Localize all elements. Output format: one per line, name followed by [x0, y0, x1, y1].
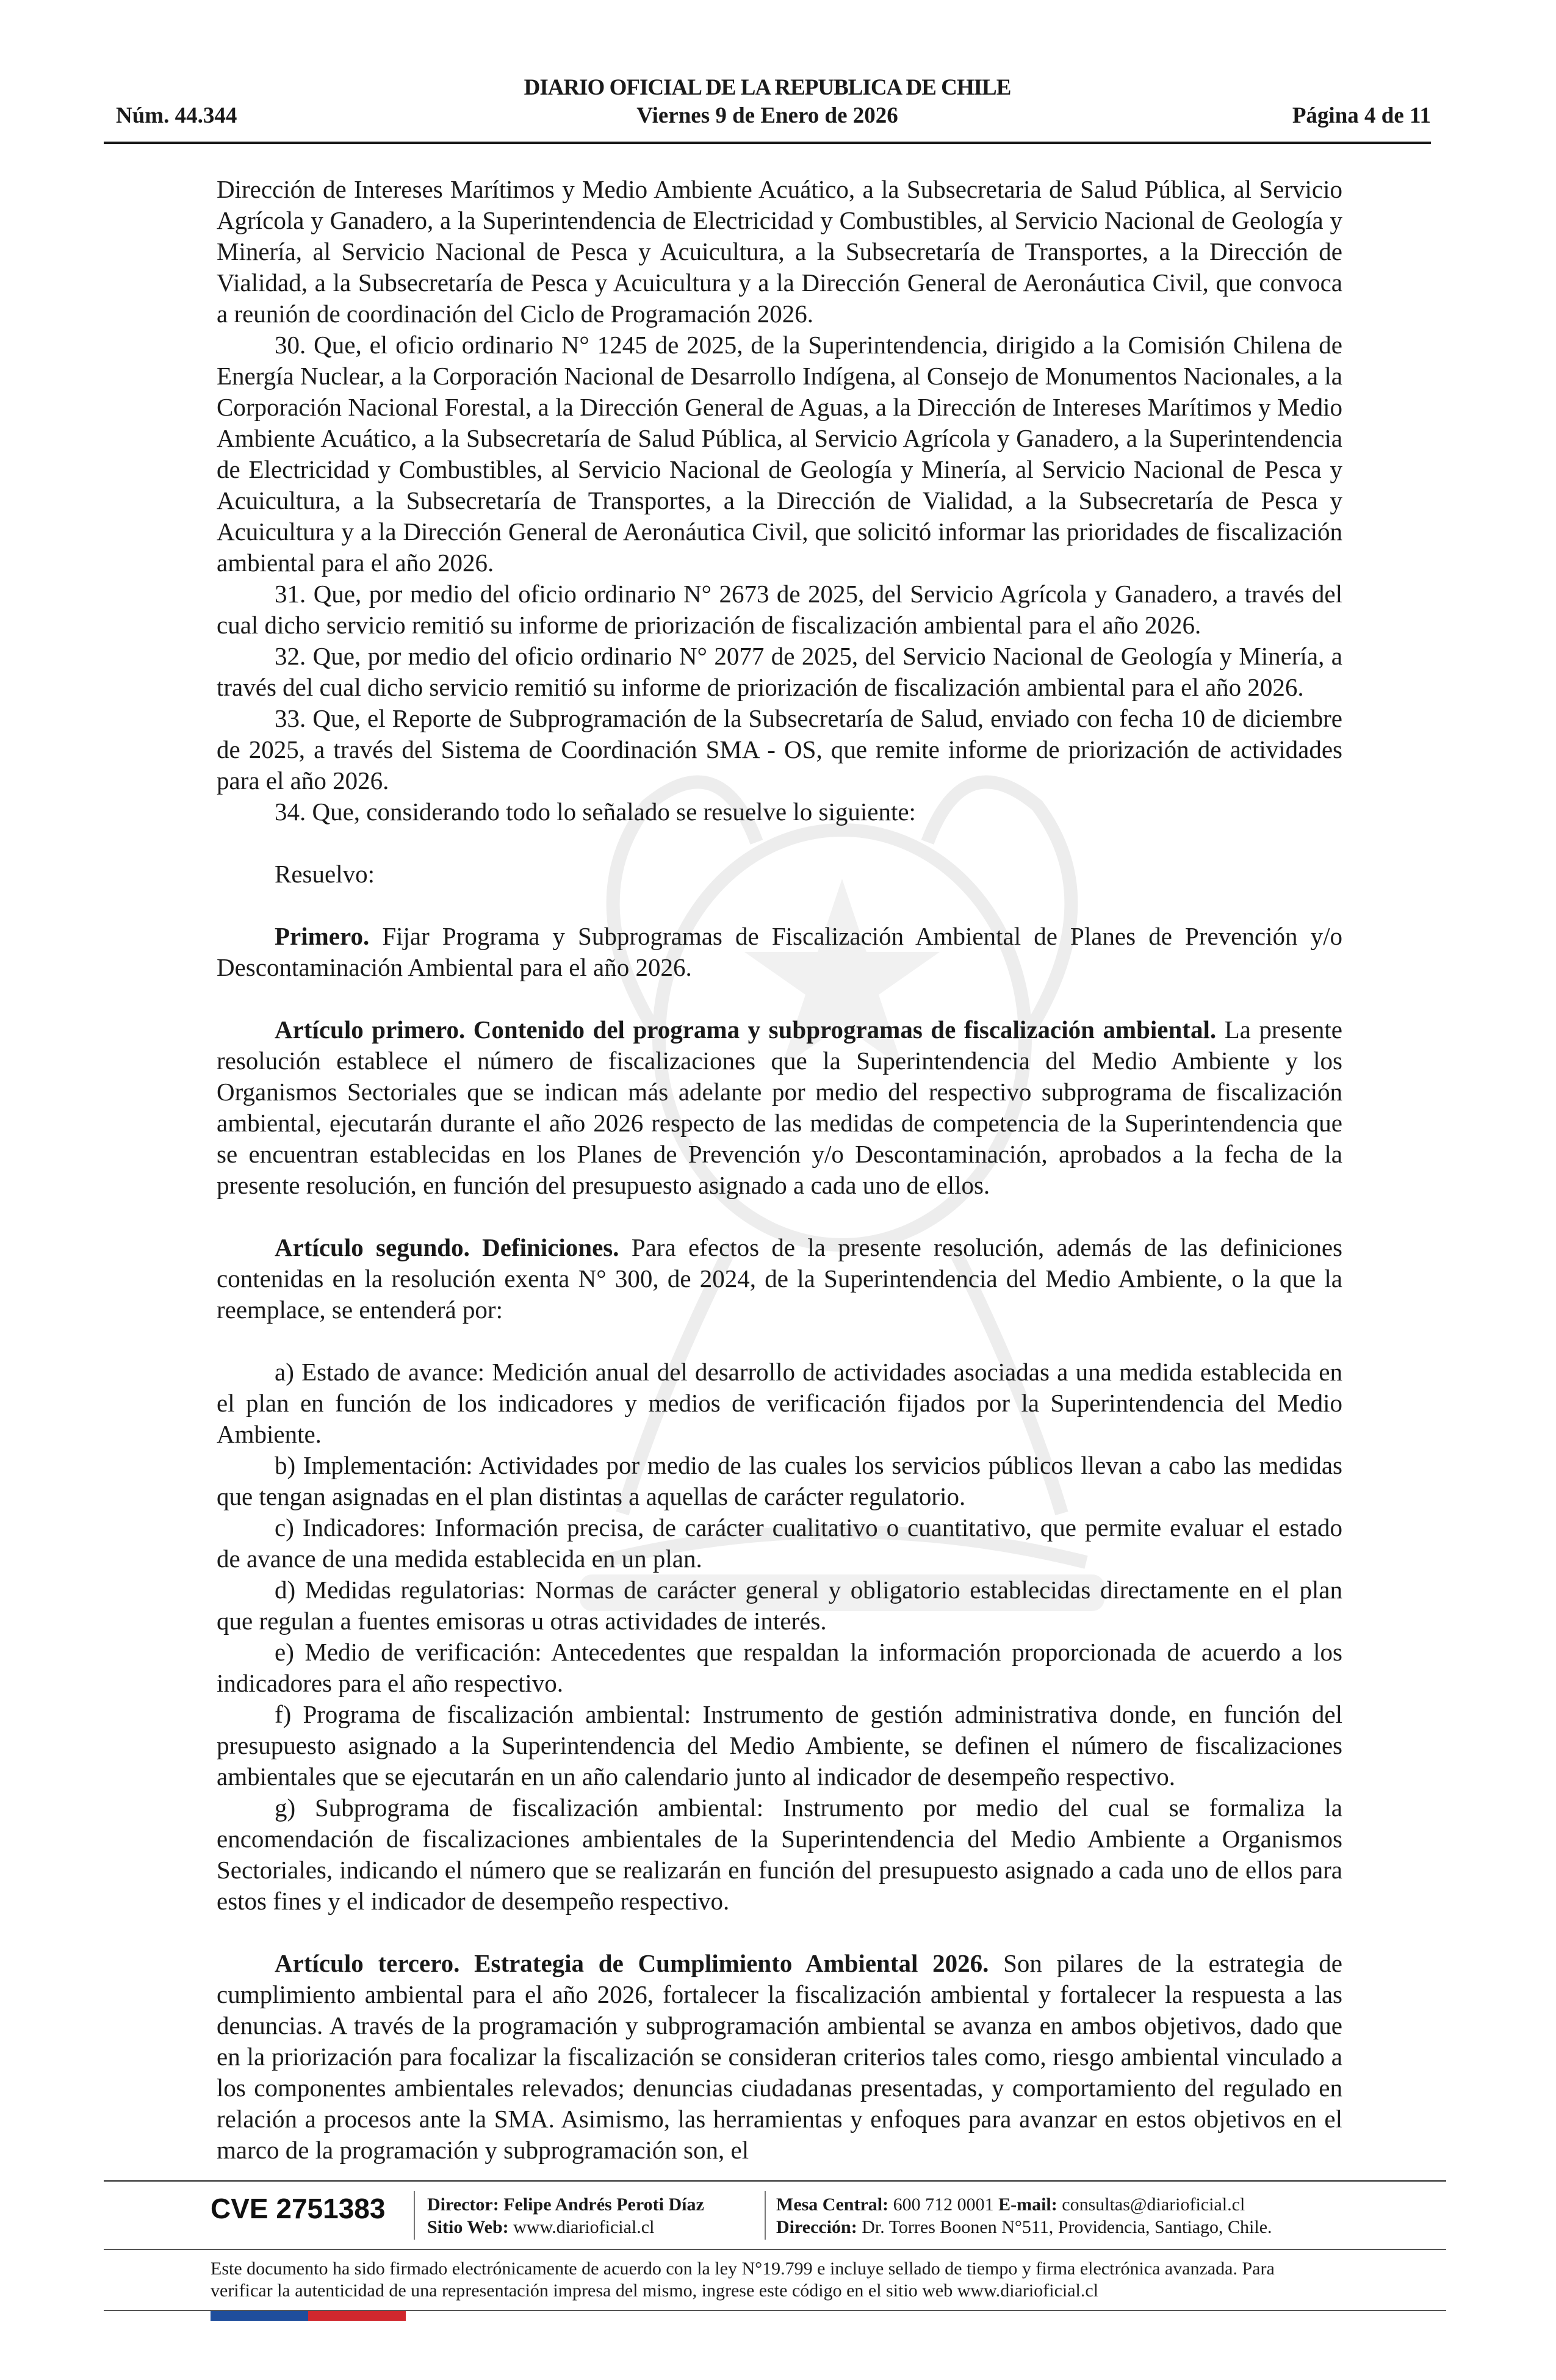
- flag-red-segment: [308, 2311, 406, 2321]
- footer-contact-block: [776, 2193, 1272, 2238]
- signature-notice: Este documento ha sido firmado electrónicamente de acuerdo con la ley N°19.799 e incluye sellado de tiempo y firma electrónica avanzada. Para verificar la autenticidad de una representación impresa del mismo, ingrese este código en el sitio web www.diarioficial.cl: [211, 2259, 1275, 2301]
- articulo-tercero-text: Son pilares de la estrategia de cumplimiento ambiental para el año 2026, fortalecer la fiscalización ambiental y fortalecer la respuesta a las denuncias. A través de la programación y subprogramación ambiental se avanza en ambos objetivos, dado que en la priorización para focalizar la fiscalización se consideran criterios tales como, riesgo ambiental vinculado a los componentes ambientales relevados; denuncias ciudadanas presentadas, y comportamiento del regulado en relación a procesos ante la SMA. Asimismo, las herramientas y enfoques para avanzar en estos objetivos en el marco de la programación y subprogramación son, el: [217, 1949, 1342, 2164]
- director-label: Director:: [427, 2194, 499, 2215]
- flag-stripe: [211, 2311, 406, 2321]
- footer-separator: [765, 2191, 766, 2240]
- definition-f: f) Programa de fiscalización ambiental: Instrumento de gestión administrativa donde, en función del presupuesto asignado a la Superintendencia del Medio Ambiente, se definen el número de fiscalizaciones ambientales que se ejecutarán en un año calendario junto al indicador de desempeño respectivo.: [217, 1700, 1342, 1790]
- resuelvo-heading: Resuelvo:: [275, 860, 375, 888]
- page-header: [104, 74, 1431, 144]
- address-value: Dr. Torres Boonen N°511, Providencia, Santiago, Chile.: [857, 2217, 1272, 2237]
- primero-text: Fijar Programa y Subprogramas de Fiscalización Ambiental de Planes de Prevención y/o Descontaminación Ambiental para el año 2026.: [217, 922, 1342, 981]
- cve-code: CVE 2751383: [211, 2193, 386, 2224]
- footer-divider-top: [104, 2180, 1446, 2182]
- email-link[interactable]: consultas@diarioficial.cl: [1057, 2194, 1245, 2215]
- mesa-central-label: Mesa Central:: [776, 2194, 889, 2215]
- paragraph-articulo-tercero: [217, 1948, 1342, 2166]
- website-link[interactable]: www.diarioficial.cl: [508, 2217, 655, 2237]
- document-body: [217, 174, 1342, 2166]
- director-name: Felipe Andrés Peroti Díaz: [499, 2194, 704, 2215]
- footer-director-block: [427, 2193, 704, 2238]
- definition-b: b) Implementación: Actividades por medio de las cuales los servicios públicos llevan a cabo las medidas que tengan asignadas en el plan distintas a aquellas de carácter regulatorio.: [217, 1451, 1342, 1510]
- page-number: Página 4 de 11: [1292, 103, 1431, 128]
- definition-c: c) Indicadores: Información precisa, de carácter cualitativo o cuantitativo, que permite evaluar el estado de avance de una medida establecida en un plan.: [217, 1513, 1342, 1573]
- paragraph-33: 33. Que, el Reporte de Subprogramación de la Subsecretaría de Salud, enviado con fecha 10 de diciembre de 2025, a través del Sistema de Coordinación SMA - OS, que remite informe de priorización de actividades para el año 2026.: [217, 704, 1342, 795]
- paragraph-32: 32. Que, por medio del oficio ordinario N° 2077 de 2025, del Servicio Nacional de Geología y Minería, a través del cual dicho servicio remitió su informe de priorización de fiscalización ambiental para el año 2026.: [217, 642, 1342, 701]
- definition-g: g) Subprograma de fiscalización ambiental: Instrumento por medio del cual se formaliza la encomendación de fiscalizaciones ambientales de la Superintendencia del Medio Ambiente a Organismos Sectoriales, indicando el número que se realizarán en función del presupuesto asignado a cada uno de ellos para estos fines y el indicador de desempeño respectivo.: [217, 1794, 1342, 1915]
- paragraph-31: 31. Que, por medio del oficio ordinario N° 2673 de 2025, del Servicio Agrícola y Ganadero, a través del cual dicho servicio remitió su informe de priorización de fiscalización ambiental para el año 2026.: [217, 580, 1342, 639]
- paragraph-30: 30. Que, el oficio ordinario N° 1245 de 2025, de la Superintendencia, dirigido a la Comisión Chilena de Energía Nuclear, a la Corporación Nacional de Desarrollo Indígena, al Consejo de Monumentos Nacionales, a la Corporación Nacional Forestal, a la Dirección General de Aguas, a la Dirección de Intereses Marítimos y Medio Ambiente Acuático, a la Subsecretaría de Salud Pública, al Servicio Agrícola y Ganadero, a la Superintendencia de Electricidad y Combustibles, al Servicio Nacional de Geología y Minería, al Servicio Nacional de Pesca y Acuicultura, a la Subsecretaría de Transportes, a la Dirección de Vialidad, a la Subsecretaría de Pesca y Acuicultura y a la Dirección General de Aeronáutica Civil, que solicitó informar las prioridades de fiscalización ambiental para el año 2026.: [217, 331, 1342, 577]
- paragraph-articulo-primero: [217, 1014, 1342, 1201]
- articulo-primero-heading: Artículo primero. Contenido del programa y subprogramas de fiscalización ambiental.: [275, 1015, 1217, 1044]
- email-label: E-mail:: [998, 2194, 1057, 2215]
- issue-date: Viernes 9 de Enero de 2026: [636, 103, 898, 128]
- address-label: Dirección:: [776, 2217, 857, 2237]
- definition-e: e) Medio de verificación: Antecedentes que respaldan la información proporcionada de acuerdo a los indicadores para el año respectivo.: [217, 1638, 1342, 1697]
- issue-number: Núm. 44.344: [116, 103, 237, 128]
- paragraph-34: 34. Que, considerando todo lo señalado se resuelve lo siguiente:: [275, 798, 916, 826]
- definition-a: a) Estado de avance: Medición anual del desarrollo de actividades asociadas a una medida establecida en el plan en función de los indicadores y medios de verificación fijados por la Superintendencia del Medio Ambiente.: [217, 1358, 1342, 1448]
- footer-divider-middle: [104, 2249, 1446, 2250]
- flag-blue-segment: [211, 2311, 308, 2321]
- paragraph-primero: [217, 921, 1342, 983]
- paragraph-articulo-segundo: [217, 1232, 1342, 1325]
- articulo-segundo-heading: Artículo segundo. Definiciones.: [275, 1233, 619, 1261]
- primero-heading: Primero.: [275, 922, 370, 950]
- mesa-central-phone: 600 712 0001: [888, 2194, 999, 2215]
- footer-separator: [414, 2191, 415, 2240]
- articulo-primero-text: La presente resolución establece el número de fiscalizaciones que la Superintendencia del Medio Ambiente y los Organismos Sectoriales que se indican más adelante por medio del respectivo subprograma de fiscalización ambiental, ejecutarán durante el año 2026 respecto de las medidas de competencia de la Superintendencia que se encuentran establecidas en los Planes de Prevención y/o Descontaminación, aprobados a la fecha de la presente resolución, en función del presupuesto asignado a cada uno de ellos.: [217, 1015, 1342, 1199]
- articulo-segundo-text: Para efectos de la presente resolución, además de las definiciones contenidas en la resolución exenta N° 300, de 2024, de la Superintendencia del Medio Ambiente, o la que la reemplace, se entenderá por:: [217, 1233, 1342, 1324]
- website-label: Sitio Web:: [427, 2217, 509, 2237]
- paragraph-continuation: Dirección de Intereses Marítimos y Medio Ambiente Acuático, a la Subsecretaria de Salud Pública, al Servicio Agrícola y Ganadero, a la Superintendencia de Electricidad y Combustibles, al Servicio Nacional de Geología y Minería, al Servicio Nacional de Pesca y Acuicultura, a la Subsecretaría de Transportes, a la Dirección de Vialidad, a la Subsecretaría de Pesca y Acuicultura y a la Dirección General de Aeronáutica Civil, que convoca a reunión de coordinación del Ciclo de Programación 2026.: [217, 175, 1342, 328]
- definition-d: d) Medidas regulatorias: Normas de carácter general y obligatorio establecidas directamente en el plan que regulan a fuentes emisoras u otras actividades de interés.: [217, 1576, 1342, 1635]
- articulo-tercero-heading: Artículo tercero. Estrategia de Cumplimiento Ambiental 2026.: [275, 1949, 989, 1977]
- newspaper-title: DIARIO OFICIAL DE LA REPUBLICA DE CHILE: [524, 75, 1011, 100]
